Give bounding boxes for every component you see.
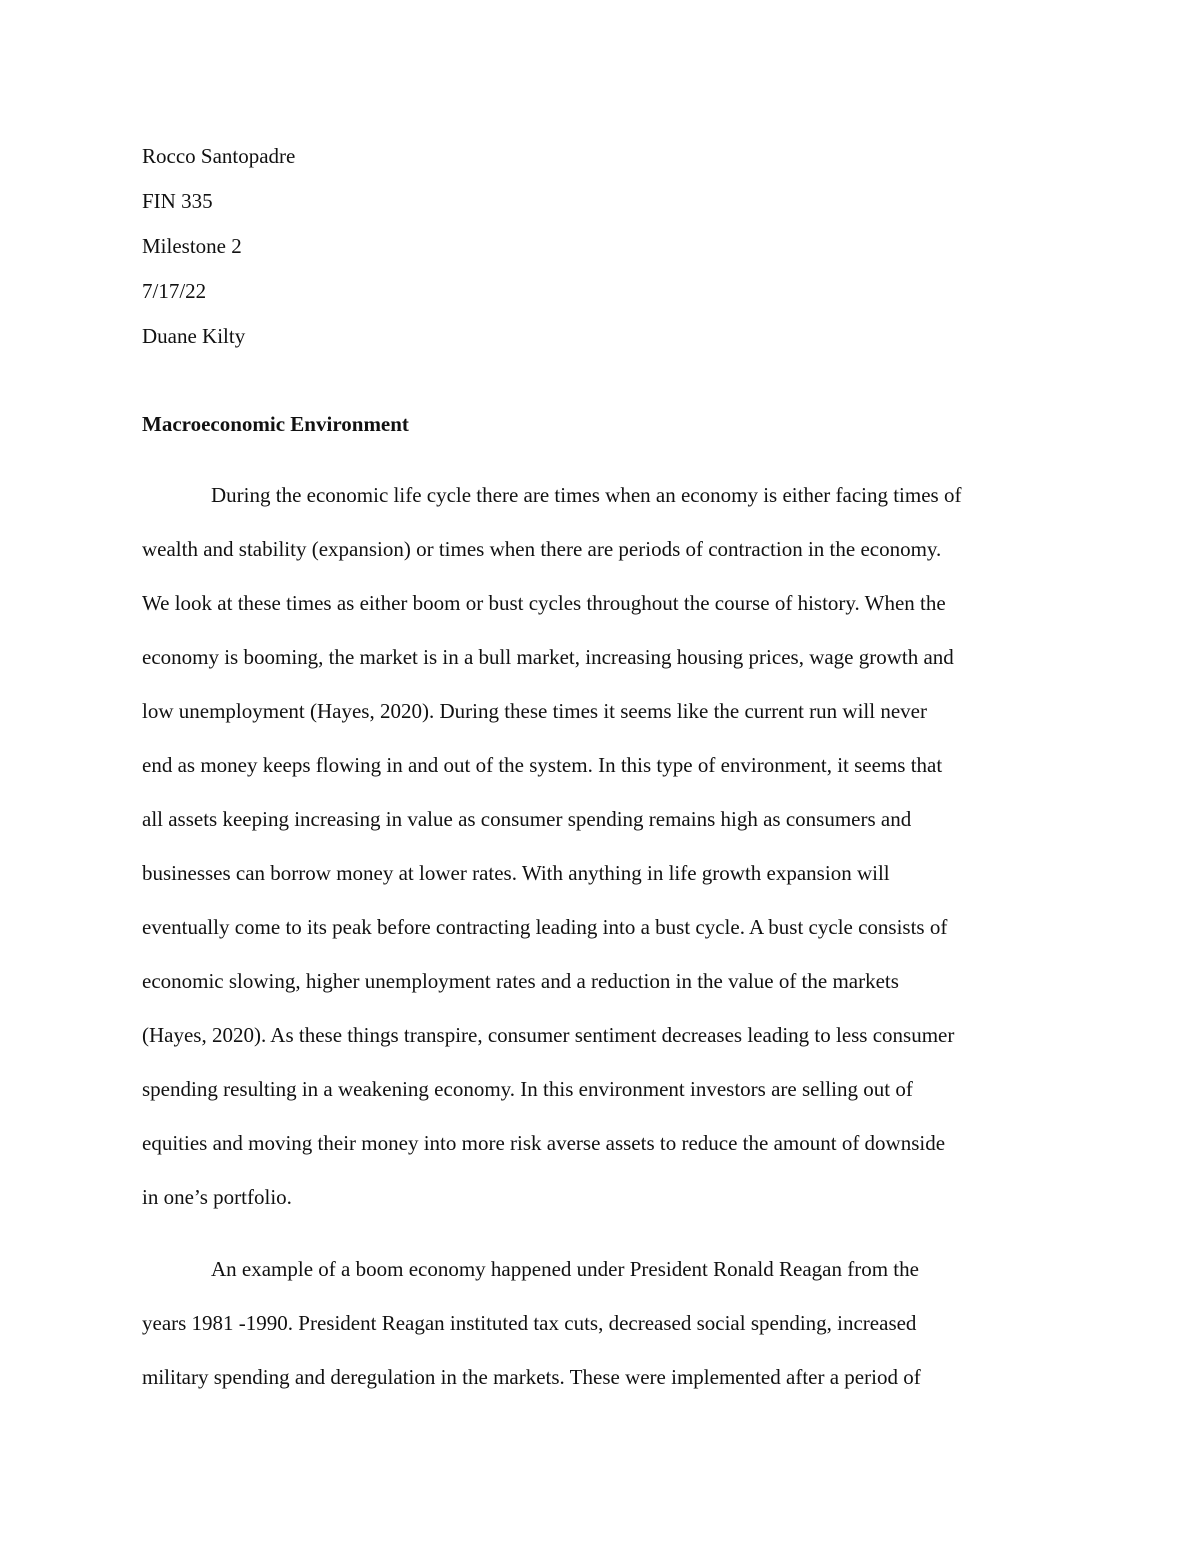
paragraph-1-line: eventually come to its peak before contracting leading into a bust cycle. A bust cycle consists of — [142, 915, 948, 939]
paragraph-1-line: equities and moving their money into more risk averse assets to reduce the amount of downside — [142, 1131, 946, 1155]
paragraph-1-line: economic slowing, higher unemployment rates and a reduction in the value of the markets — [142, 969, 899, 993]
author-name: Rocco Santopadre — [142, 144, 296, 168]
paragraph-1-line: low unemployment (Hayes, 2020). During these times it seems like the current run will never — [142, 699, 927, 723]
paragraph-1-line: end as money keeps flowing in and out of the system. In this type of environment, it seems that — [142, 753, 943, 777]
submission-date: 7/17/22 — [142, 279, 207, 303]
course-code: FIN 335 — [142, 189, 213, 213]
paragraph-2-line: years 1981 -1990. President Reagan instituted tax cuts, decreased social spending, increased — [142, 1311, 917, 1335]
paragraph-1-line: economy is booming, the market is in a bull market, increasing housing prices, wage growth and — [142, 645, 954, 669]
paragraph-1-line: (Hayes, 2020). As these things transpire, consumer sentiment decreases leading to less consumer — [142, 1023, 955, 1047]
paragraph-1-line: in one’s portfolio. — [142, 1185, 292, 1209]
assignment-title: Milestone 2 — [142, 234, 242, 258]
paragraph-1-line: businesses can borrow money at lower rates. With anything in life growth expansion will — [142, 861, 890, 885]
paragraph-2-line: An example of a boom economy happened under President Ronald Reagan from the — [211, 1257, 919, 1281]
instructor-name: Duane Kilty — [142, 324, 246, 348]
paragraph-1-line: During the economic life cycle there are times when an economy is either facing times of — [211, 483, 962, 507]
paragraph-1-line: spending resulting in a weakening economy. In this environment investors are selling out of — [142, 1077, 913, 1101]
section-heading: Macroeconomic Environment — [142, 412, 409, 436]
paragraph-1-line: wealth and stability (expansion) or times when there are periods of contraction in the economy. — [142, 537, 942, 561]
paragraph-2-line: military spending and deregulation in the markets. These were implemented after a period of — [142, 1365, 921, 1389]
paragraph-1-line: We look at these times as either boom or bust cycles throughout the course of history. When the — [142, 591, 946, 615]
paragraph-1-line: all assets keeping increasing in value as consumer spending remains high as consumers and — [142, 807, 912, 831]
